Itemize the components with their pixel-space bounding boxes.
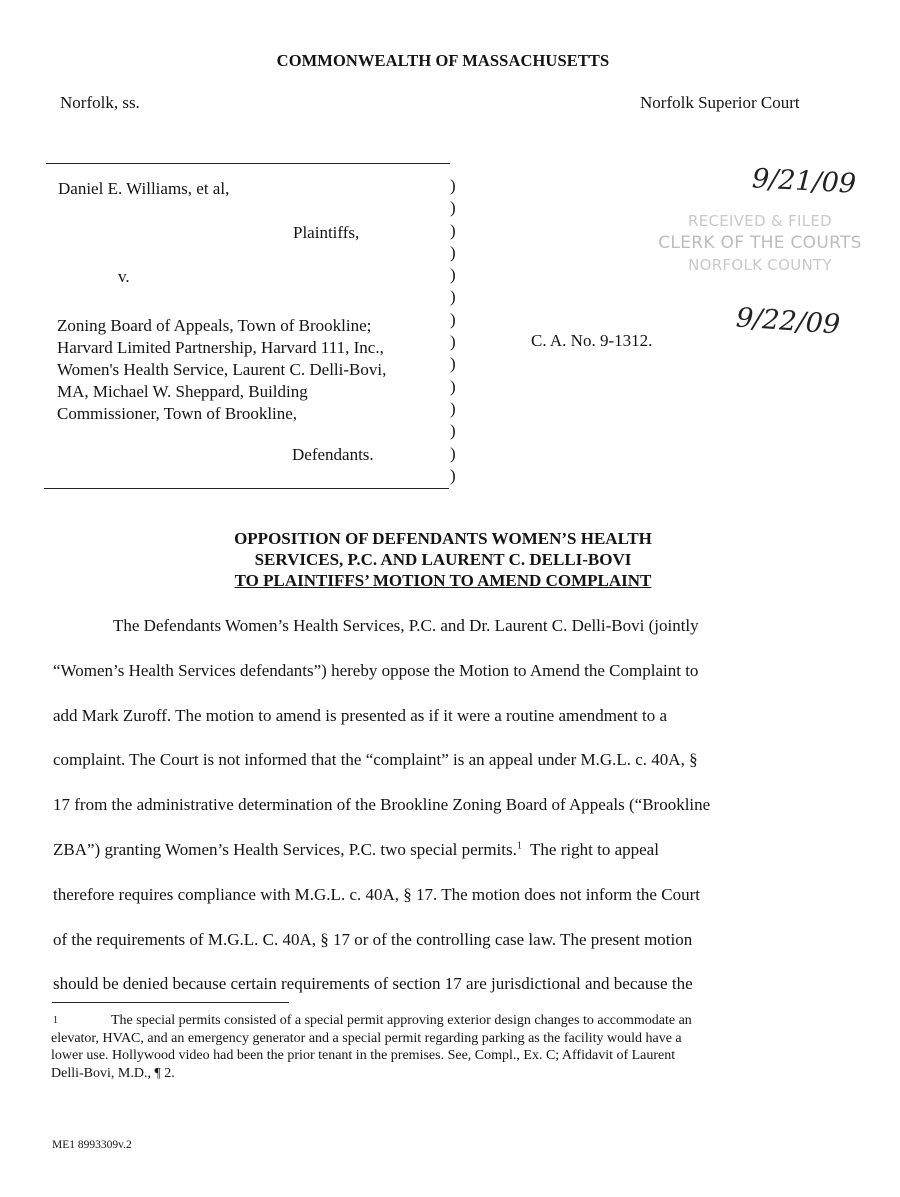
footnote xyxy=(51,1012,836,1082)
footnote-line: The special permits consisted of a special permit approving exterior design changes to accommodate an xyxy=(111,1013,692,1028)
defendant-line: Commissioner, Town of Brookline, xyxy=(57,404,298,423)
caption-bottom-rule xyxy=(44,488,449,489)
body-line: “Women’s Health Services defendants”) hereby oppose the Motion to Amend the Complaint to xyxy=(53,660,699,680)
body-line: add Mark Zuroff. The motion to amend is presented as if it were a routine amendment to a xyxy=(53,705,668,725)
case-number: C. A. No. 9-1312. xyxy=(531,331,653,350)
defendant-line: MA, Michael W. Sheppard, Building xyxy=(57,382,308,401)
court-state-heading: COMMONWEALTH OF MASSACHUSETTS xyxy=(276,51,610,70)
body-line-tail: The right to appeal xyxy=(521,839,659,859)
title-line: SERVICES, P.C. AND LAURENT C. DELLI-BOVI xyxy=(254,550,632,569)
body-line-text: ZBA”) granting Women’s Health Services, P.C. two special permits. xyxy=(53,839,517,859)
footnote-rule xyxy=(52,1002,289,1003)
stamp-line-county: NORFOLK COUNTY xyxy=(688,256,832,274)
title-line-underlined: TO PLAINTIFFS’ MOTION TO AMEND COMPLAINT xyxy=(234,571,652,590)
title-line: OPPOSITION OF DEFENDANTS WOMEN’S HEALTH xyxy=(234,529,652,548)
handwritten-date-bottom: 9/22/09 xyxy=(735,302,842,341)
body-line: complaint. The Court is not informed that the “complaint” is an appeal under M.G.L. c. 40A, § xyxy=(53,750,698,770)
body-line: therefore requires compliance with M.G.L. c. 40A, § 17. The motion does not inform the Court xyxy=(53,884,700,904)
body-line: 17 from the administrative determination of the Brookline Zoning Board of Appeals (“Brookline xyxy=(53,795,711,815)
county-label: Norfolk, ss. xyxy=(60,93,140,112)
plaintiffs-label: Plaintiffs, xyxy=(293,223,360,242)
versus: v. xyxy=(118,267,130,286)
body-line: should be denied because certain requirements of section 17 are jurisdictional and because the xyxy=(53,974,693,994)
caption-top-rule xyxy=(46,163,450,164)
defendants-list xyxy=(57,315,386,425)
court-name: Norfolk Superior Court xyxy=(640,93,800,112)
stamp-line-clerk: CLERK OF THE COURTS xyxy=(658,233,862,253)
plaintiff-name: Daniel E. Williams, et al, xyxy=(58,179,230,198)
footnote-line: lower use. Hollywood video had been the prior tenant in the premises. See, Compl., Ex. C; Affidavit of Laurent xyxy=(51,1048,676,1063)
footnote-reference: 1 xyxy=(516,840,522,852)
clerk-received-stamp xyxy=(640,210,880,276)
body-line: of the requirements of M.G.L. C. 40A, § 17 or of the controlling case law. The present motion xyxy=(53,929,693,949)
stamp-line-received: RECEIVED & FILED xyxy=(687,212,833,230)
footnote-line: Delli-Bovi, M.D., ¶ 2. xyxy=(51,1065,175,1081)
body-line: The Defendants Women’s Health Services, P.C. and Dr. Laurent C. Delli-Bovi (jointly xyxy=(113,616,699,635)
defendant-line: Women's Health Service, Laurent C. Delli-Bovi, xyxy=(57,360,387,379)
caption-parentheses: ) ) ) ) ) ) ) ) ) ) ) ) ) ) xyxy=(450,176,456,485)
body-text xyxy=(53,604,813,1007)
defendants-label: Defendants. xyxy=(292,445,374,464)
document-id: ME1 8993309v.2 xyxy=(52,1139,132,1151)
footnote-number: 1 xyxy=(53,1015,58,1026)
motion-title xyxy=(0,528,886,591)
defendant-line: Zoning Board of Appeals, Town of Brookline; xyxy=(57,316,372,335)
defendant-line: Harvard Limited Partnership, Harvard 111, Inc., xyxy=(57,338,384,357)
body-line xyxy=(53,828,813,873)
footnote-line: elevator, HVAC, and an emergency generator and a special permit regarding parking as the facility would have a xyxy=(51,1030,682,1046)
handwritten-date-top: 9/21/09 xyxy=(751,163,857,200)
